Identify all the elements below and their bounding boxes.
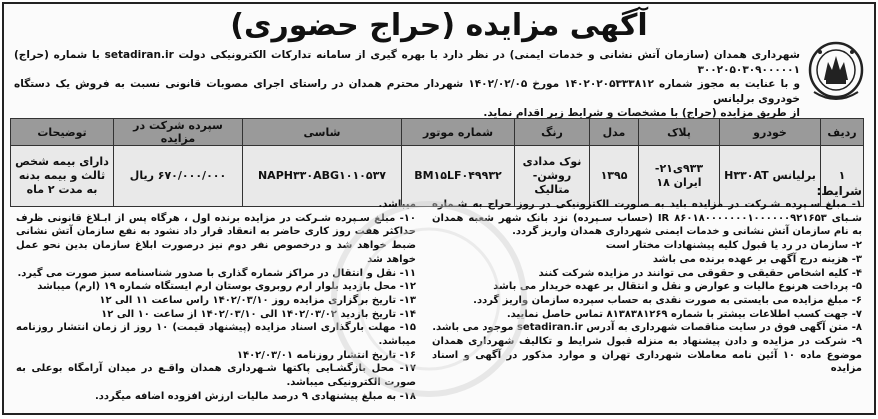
condition-item-16: ۱۶- تاریخ انتشار روزنامه ۱۴۰۲/۰۳/۰۱ bbox=[236, 349, 416, 361]
condition-item-4: ۴- کلیه اشخاص حقیقی و حقوقی می توانند در مزایده شرکت کنند bbox=[538, 267, 862, 279]
condition-item-3: ۳- هزینه درج آگهی بر عهده برنده می باشد bbox=[652, 253, 862, 265]
header-row-number: ردیف bbox=[821, 119, 864, 146]
intro-paragraph bbox=[14, 48, 800, 121]
condition-item-17: ۱۷- محل بازگشـایی پاکتها شـهرداری همدان واقـع در میدان آرامگاه بوعلی به صورت الکترونیکی میباشد. bbox=[16, 363, 416, 389]
header-chassis: شاسی bbox=[243, 119, 402, 146]
cell-color: نوک مدادی روشن- متالیک bbox=[515, 146, 590, 207]
condition-item-15: ۱۵- مهلت بارگذاری اسناد مزایده (پیشنهاد قیمت) ۱۰ روز از زمان انتشار روزنامه میباشد. bbox=[16, 322, 416, 348]
header-plate: پلاک bbox=[639, 119, 720, 146]
condition-item-5: ۵- پرداخت هرنوع مالیات و عوارض و نقل و انتقال بر عهده خریدار می باشد bbox=[493, 281, 862, 293]
cell-vehicle: برلیانس H۳۳۰AT bbox=[720, 146, 821, 207]
hamedan-municipality-logo-icon bbox=[806, 40, 866, 106]
intro-line-2: و با عنایت به مجوز شماره ۱۴۰۲۰۲۰۵۳۳۳۸۱۲ مورخ ۱۴۰۲/۰۲/۰۵ شهردار محترم همدان در راستای اجرای مصوبات قانونی نسبت به فروش یک دستگاه خودروی برلیانس bbox=[14, 78, 800, 105]
conditions-column-left bbox=[16, 198, 416, 404]
auction-notice bbox=[2, 2, 876, 415]
condition-item-13: ۱۳- تاریخ برگزاری مزایده روز ۱۴۰۲/۰۳/۱۰ راس ساعت ۱۱ الی ۱۲ bbox=[99, 294, 416, 306]
conditions-column-right bbox=[432, 198, 862, 376]
table-header-row bbox=[11, 119, 864, 146]
header-description: توضیحات bbox=[11, 119, 114, 146]
cell-row-number: ۱ bbox=[821, 146, 864, 207]
cell-engine-number: BM۱۵LF۰۴۹۹۳۲ bbox=[402, 146, 515, 207]
condition-item-14: ۱۴- تاریخ بازدید ۱۴۰۲/۰۳/۰۲ الی ۱۴۰۲/۰۳/۱۰ از ساعت ۱۰ الی ۱۲ bbox=[101, 308, 416, 320]
intro-line-1: شهرداری همدان (سازمان آتش نشانی و خدمات ایمنی) در نظر دارد با بهره گیری از سامانه تدارکات الکترونیکی دولت setadiran.ir با شماره (حراج) ۳۰۰۲۰۵۰۳۰۹۰۰۰۰۰۱ bbox=[14, 49, 800, 76]
header-vehicle: خودرو bbox=[720, 119, 821, 146]
header-color: رنگ bbox=[515, 119, 590, 146]
page-title: آگهی مزایده (حراج حضوری) bbox=[230, 8, 648, 43]
intro-line-3: از طریق مزایده (حراج) با مشخصات و شرایط زیر اقدام نماید. bbox=[483, 107, 800, 119]
header-deposit: سپرده شرکت در مزایده bbox=[114, 119, 243, 146]
header-engine-number: شماره موتور bbox=[402, 119, 515, 146]
cell-model: ۱۳۹۵ bbox=[590, 146, 639, 207]
condition-item-2: ۲- سازمان در رد یا قبول کلیه پیشنهادات مختار است bbox=[605, 240, 862, 252]
cell-deposit: ۶۷۰/۰۰۰/۰۰۰ ریال bbox=[114, 146, 243, 207]
header-model: مدل bbox=[590, 119, 639, 146]
condition-item-9: ۹- شرکت در مزایده و دادن پیشنهاد به منزله قبول شرایط و تکالیف شهرداری همدان موضوع ماده ۱۰ آئین نامه معاملات شهرداری تهران و موارد مذکور در آگهی و اسناد مزایده bbox=[432, 336, 862, 375]
condition-item-12: ۱۲- محل بازدید بلوار ارم روبروی بوستان ارم ایستگاه شماره ۱۹ (ارم) میباشد bbox=[37, 281, 416, 293]
condition-continuation: میباشد. bbox=[378, 199, 416, 210]
condition-item-11: ۱۱- نقل و انتقال در مراکز شماره گذاری با صدور شناسنامه سبز صورت می گیرد. bbox=[17, 267, 416, 279]
auction-table bbox=[10, 118, 864, 207]
cell-plate: ۹۳۳ی۲۱- ایران ۱۸ bbox=[639, 146, 720, 207]
condition-item-10: ۱۰- مبلغ سـپرده شـرکت در مزایده برنده اول ، هرگاه پس از ابـلاغ قانونی ظرف حداکثر هفت روز کاری حاضر به انعقاد قرار داد نشود به نفع سازمان آتش نشانی ضبط خواهد شد و درخصوص نفر دوم نیز درصورت ابلاغ سازمان بدین نحو عمل خواهد شد bbox=[16, 212, 416, 265]
cell-chassis: NAPH۳۳۰ABG۱۰۱۰۵۳۷ bbox=[243, 146, 402, 207]
condition-item-1: ۱- مبلغ سـپرده شـرکت در مزایده باید به صـورت الکترونیکی در روز حراج به شـماره شـبای IR ۸۶۰۱۸۰۰۰۰۰۰۰۱۰۰۰۰۰۰۹۲۱۶۵۳ (حساب سـپرده) نزد بانک شهر شعبه همدان به نام سازمان آتش نشانی و خدمات ایمنی شهرداری همدان واریز گردد. bbox=[432, 199, 862, 238]
cell-description: دارای بیمه شخص ثالث و بیمه بدنه به مدت ۲ ماه bbox=[11, 146, 114, 207]
condition-item-7: ۷- جهت کسب اطلاعات بیشتر با شماره ۸۱۳۸۳۸۱۲۶۹ تماس حاصل نمایید. bbox=[506, 308, 862, 320]
condition-item-6: ۶- مبلغ مزایده می بایستی به صورت نقدی به حساب سپرده سازمان واریز گردد. bbox=[473, 294, 862, 306]
condition-item-8: ۸- متن آگهی فوق در سایت مناقصات شهرداری به آدرس setadiran.ir موجود می باشد. bbox=[432, 322, 862, 334]
conditions-heading: شرایط: bbox=[816, 184, 862, 198]
condition-item-18: ۱۸- به مبلغ پیشنهادی ۹ درصد مالیات ارزش افزوده اضافه میگردد. bbox=[95, 390, 416, 402]
